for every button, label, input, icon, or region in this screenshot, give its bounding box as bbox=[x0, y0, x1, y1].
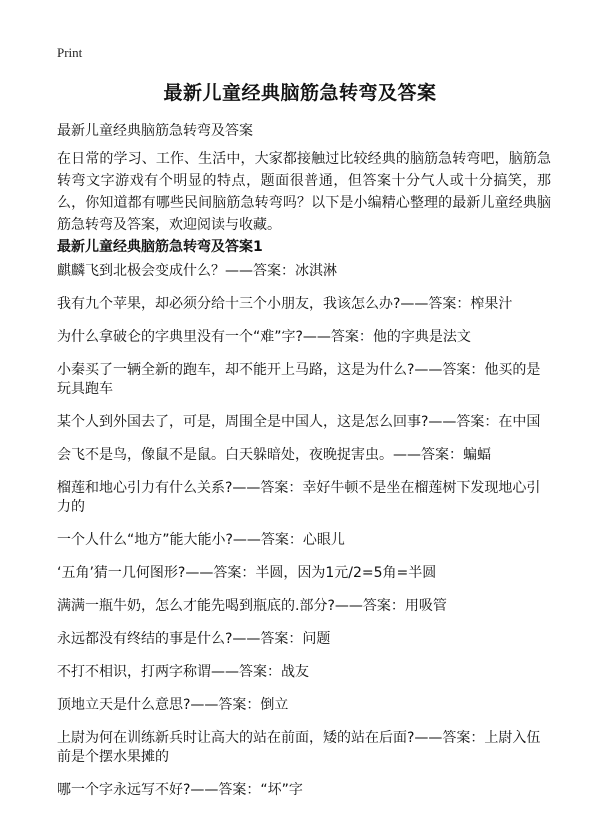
riddle-item: 我有九个苹果，却必须分给十三个小朋友，我该怎么办?——答案：榨果汁 bbox=[57, 296, 513, 312]
riddle-item: 上尉为何在训练新兵时让高大的站在前面，矮的站在后面?——答案：上尉入伍前是个摆水果摊的 bbox=[57, 730, 541, 765]
riddle-item: 满满一瓶牛奶，怎么才能先喝到瓶底的.部分?——答案：用吸管 bbox=[57, 598, 447, 614]
riddle-item: 麒麟飞到北极会变成什么？——答案：冰淇淋 bbox=[57, 263, 337, 279]
riddle-item: ‘五角’猜一几何图形?——答案：半圆，因为1元/2=5角=半圆 bbox=[57, 565, 437, 581]
page-title: 最新儿童经典脑筋急转弯及答案 bbox=[163, 82, 437, 104]
riddle-item: 某个人到外国去了，可是，周围全是中国人，这是怎么回事?——答案：在中国 bbox=[57, 414, 541, 430]
riddle-item: 一个人什么“地方”能大能小?——答案：心眼儿 bbox=[57, 532, 345, 548]
riddle-item: 为什么拿破仑的字典里没有一个“难”字?——答案：他的字典是法文 bbox=[57, 329, 471, 345]
document-subtitle: 最新儿童经典脑筋急转弯及答案 bbox=[57, 123, 253, 139]
intro-paragraph: 在日常的学习、工作、生活中，大家都接触过比较经典的脑筋急转弯吧，脑筋急转弯文字游戏有个明显的特点，题面很普通，但答案十分气人或十分搞笑，那么，你知道都有哪些民间脑筋急转弯吗？以下是小编精心整理的最新儿童经典脑筋急转弯及答案，欢迎阅读与收藏。 bbox=[57, 151, 551, 233]
riddle-item: 小秦买了一辆全新的跑车，却不能开上马路，这是为什么?——答案：他买的是玩具跑车 bbox=[57, 362, 541, 397]
riddle-item: 会飞不是鸟，像鼠不是鼠。白天躲暗处，夜晚捉害虫。——答案：蝙蝠 bbox=[57, 447, 491, 463]
riddle-list bbox=[57, 262, 551, 814]
riddle-item: 哪一个字永远写不好?——答案：“坏”字 bbox=[57, 782, 303, 798]
section-heading: 最新儿童经典脑筋急转弯及答案1 bbox=[57, 239, 263, 255]
print-link[interactable]: Print bbox=[57, 45, 83, 60]
riddle-item: 不打不相识，打两字称谓——答案：战友 bbox=[57, 664, 309, 680]
riddle-item: 永远都没有终结的事是什么?——答案：问题 bbox=[57, 631, 331, 647]
riddle-item: 榴莲和地心引力有什么关系?——答案：幸好牛顿不是坐在榴莲树下发现地心引力的 bbox=[57, 480, 541, 515]
riddle-item: 顶地立天是什么意思?——答案：倒立 bbox=[57, 697, 289, 713]
